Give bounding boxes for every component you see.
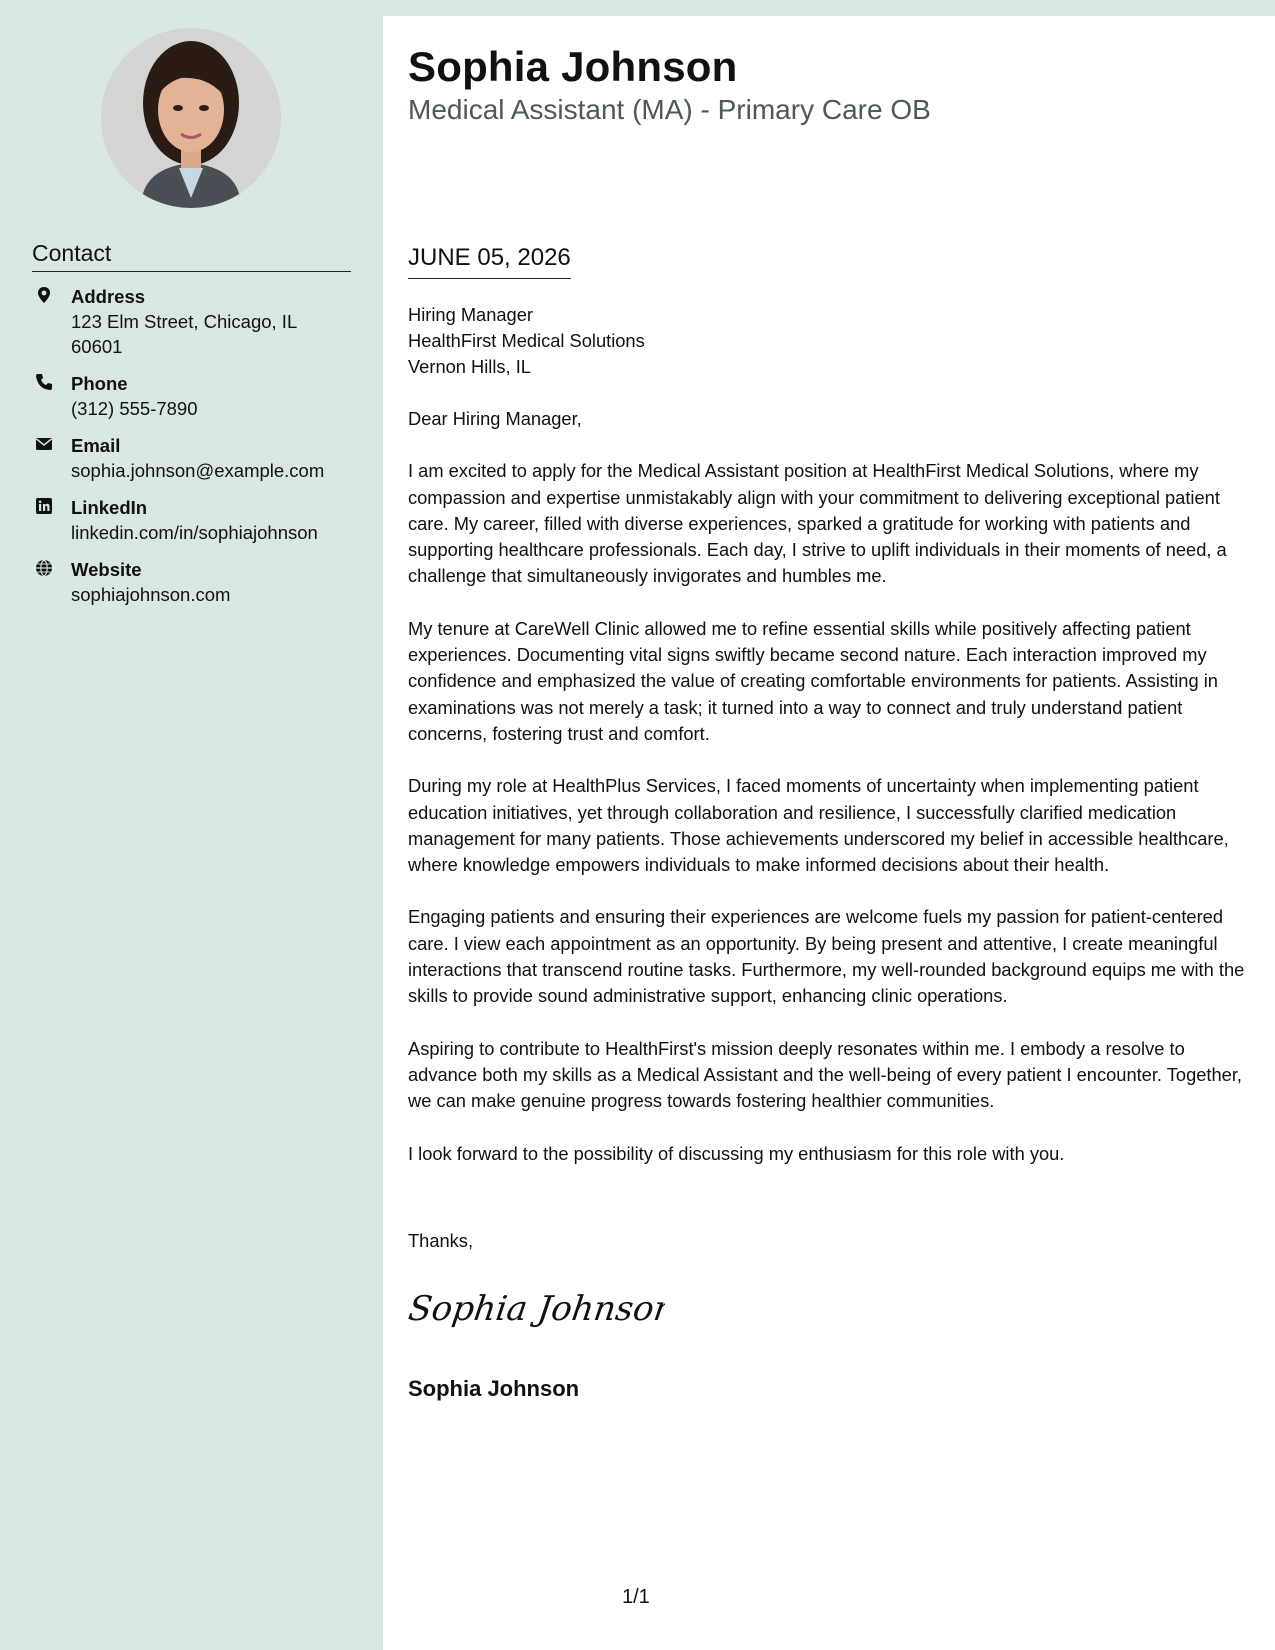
linkedin-icon	[35, 497, 53, 515]
applicant-name: Sophia Johnson	[408, 43, 738, 90]
contact-phone	[32, 371, 362, 421]
paragraph: My tenure at CareWell Clinic allowed me to refine essential skills while positively affecting patient experiences. Documenting vital signs swiftly became second nature. Each interaction improved my confidence and emphasized the value of creating comfortable environments for patients. Assisting in examinations was not merely a task; it turned into a way to connect and truly understand patient concerns, fostering trust and comfort.	[408, 617, 1218, 744]
svg-text:Sophia Johnson: Sophia Johnson	[405, 1289, 665, 1329]
address-value: 123 Elm Street, Chicago, IL 60601	[71, 311, 297, 357]
location-pin-icon	[35, 286, 53, 304]
paragraph: I look forward to the possibility of discussing my enthusiasm for this role with you.	[408, 1142, 1065, 1164]
paragraph: During my role at HealthPlus Services, I faced moments of uncertainty when implementing patient education initiatives, yet through collaboration and resilience, I successfully clarified medication management for many patients. Those achievements underscored my belief in accessible healthcare, where knowledge empowers individuals to make informed decisions about their health.	[408, 775, 1229, 876]
email-label: Email	[71, 435, 121, 456]
profile-photo	[101, 28, 281, 208]
contact-email	[32, 433, 362, 483]
page-number: 1/1	[622, 1586, 650, 1608]
phone-label: Phone	[71, 373, 128, 394]
paragraph: I am excited to apply for the Medical Assistant position at HealthFirst Medical Solutions, where my compassion and expertise unmistakably align with your commitment to delivering exceptional patient care. My career, filled with diverse experiences, sparked a gratitude for working with patients and supporting healthcare professionals. Each day, I strive to uplift individuals in their moments of need, a challenge that simultaneously invigorates and humbles me.	[408, 460, 1227, 587]
paragraph: Engaging patients and ensuring their experiences are welcome fuels my passion for patient-centered care. I view each appointment as an opportunity. By being present and attentive, I create meaningful interactions that transcend routine tasks. Furthermore, my well-rounded background equips me with the skills to provide sound administrative support, enhancing clinic operations.	[408, 906, 1245, 1007]
closing: Thanks,	[408, 1230, 474, 1251]
website-label: Website	[71, 559, 142, 580]
contact-heading: Contact	[32, 240, 351, 272]
address-label: Address	[71, 286, 146, 307]
letter-date: JUNE 05, 2026	[408, 244, 571, 279]
phone-icon	[35, 373, 53, 391]
letter-body	[408, 302, 1251, 1193]
globe-icon	[35, 559, 53, 577]
contact-website	[32, 557, 362, 607]
phone-value[interactable]: (312) 555-7890	[71, 398, 198, 419]
linkedin-label: LinkedIn	[71, 497, 148, 518]
contact-linkedin	[32, 495, 362, 545]
handwritten-signature	[405, 1278, 665, 1338]
contact-address	[32, 284, 362, 359]
recipient-line: Vernon Hills, IL	[408, 356, 531, 377]
contact-list	[32, 284, 362, 619]
recipient-line: HealthFirst Medical Solutions	[408, 330, 645, 351]
envelope-icon	[35, 435, 53, 453]
website-value[interactable]: sophiajohnson.com	[71, 584, 231, 605]
linkedin-value[interactable]: linkedin.com/in/sophiajohnson	[71, 522, 318, 543]
signed-name: Sophia Johnson	[408, 1376, 580, 1401]
recipient-line: Hiring Manager	[408, 304, 533, 325]
recipient-block	[408, 302, 1251, 380]
job-title: Medical Assistant (MA) - Primary Care OB	[408, 94, 931, 125]
salutation: Dear Hiring Manager,	[408, 408, 582, 429]
email-value[interactable]: sophia.johnson@example.com	[71, 460, 325, 481]
paragraph: Aspiring to contribute to HealthFirst's mission deeply resonates within me. I embody a resolve to advance both my skills as a Medical Assistant and the well-being of every patient I encounter. Together, we can make genuine progress towards fostering healthier communities.	[408, 1037, 1242, 1112]
sidebar	[0, 0, 383, 1650]
letter-page	[383, 16, 1275, 1650]
